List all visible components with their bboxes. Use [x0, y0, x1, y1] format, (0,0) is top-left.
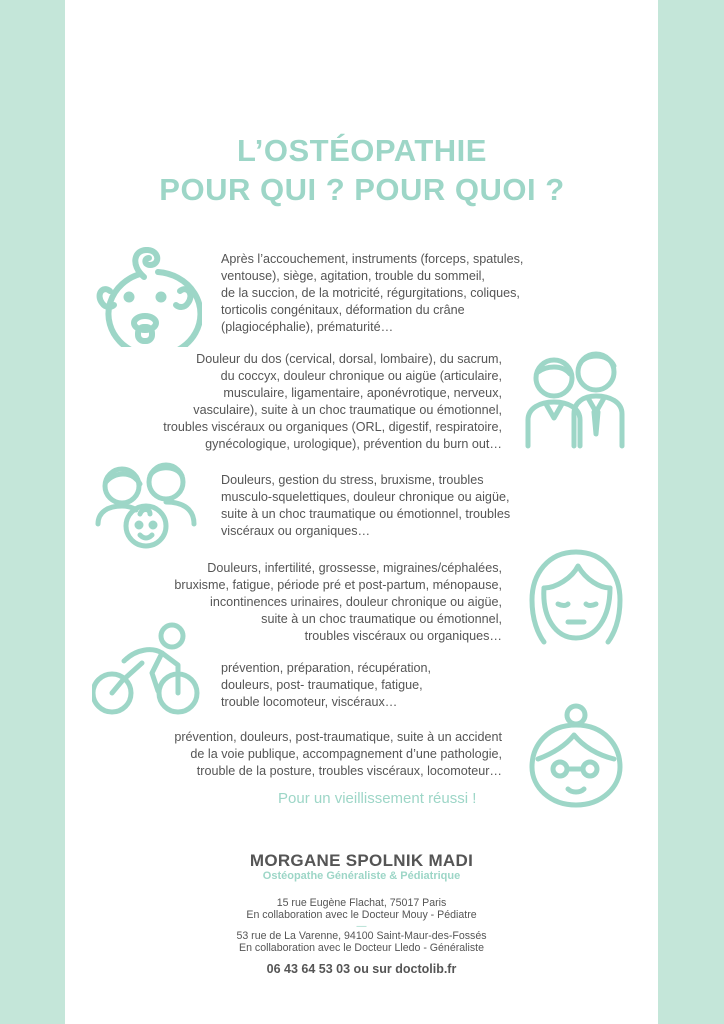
section-adults-text: Douleur du dos (cervical, dorsal, lombaire), du sacrum, du coccyx, douleur chronique ou aigüe (articulaire, musculaire, ligamentaire, aponévrotique, nerveux, vasculaire), suite à un choc traumatique ou émotionnel, troubles viscéraux ou organiques (ORL, digestif, respiratoire, gynécologique, urologique), prévention du burn out…: [163, 352, 502, 451]
couple-icon: [522, 350, 632, 450]
phone-and-booking: 06 43 64 53 03 ou sur doctolib.fr: [266, 962, 457, 976]
page-title-line-1: L’OSTÉOPATHIE: [237, 133, 487, 168]
baby-icon: [92, 247, 202, 347]
section-sport-text: prévention, préparation, récupération, douleurs, post- traumatique, fatigue, trouble locomoteur, viscéraux…: [221, 661, 432, 709]
page-title-line-2: POUR QUI ? POUR QUOI ?: [159, 172, 565, 207]
practitioner-name: MORGANE SPOLNIK MADI: [249, 851, 474, 870]
collaboration-paris: En collaboration avec le Docteur Mouy - Pédiatre: [246, 909, 477, 921]
collaboration-saint-maur: En collaboration avec le Docteur Lledo - Généraliste: [239, 942, 484, 954]
section-seniors-text: prévention, douleurs, post-traumatique, suite à un accident de la voie publique, accompagnement d’une pathologie, trouble de la posture, troubles viscéraux, locomoteur…: [174, 730, 502, 778]
tagline: Pour un vieillissement réussi !: [278, 790, 477, 807]
address-paris: 15 rue Eugène Flachat, 75017 Paris: [276, 897, 447, 909]
address-saint-maur: 53 rue de La Varenne, 94100 Saint-Maur-des-Fossés: [236, 930, 487, 942]
section-family-text: Douleurs, gestion du stress, bruxisme, troubles musculo-squelettiques, douleur chronique ou aigüe, suite à un choc traumatique ou émotionnel, troubles viscéraux ou organiques…: [221, 473, 511, 538]
separator: —: [356, 921, 367, 932]
cyclist-icon: [92, 621, 202, 717]
practitioner-role: Ostéopathe Généraliste & Pédiatrique: [262, 870, 461, 882]
woman-face-icon: [526, 548, 626, 648]
section-women-text: Douleurs, infertilité, grossesse, migraines/céphalées, bruxisme, fatigue, période pré et post-partum, ménopause, incontinences urinaires, douleur chronique ou aigüe, suite à un choc traumatique ou émotionnel, troubles viscéraux ou organiques…: [174, 561, 502, 643]
family-icon: [94, 462, 200, 554]
grandmother-icon: [526, 703, 626, 809]
section-baby-text: Après l’accouchement, instruments (forceps, spatules, ventouse), siège, agitation, trouble du sommeil, de la succion, de la motricité, régurgitations, coliques, torticolis congénitaux, déformation du crâne (plagiocéphalie), prématurité…: [221, 252, 524, 334]
